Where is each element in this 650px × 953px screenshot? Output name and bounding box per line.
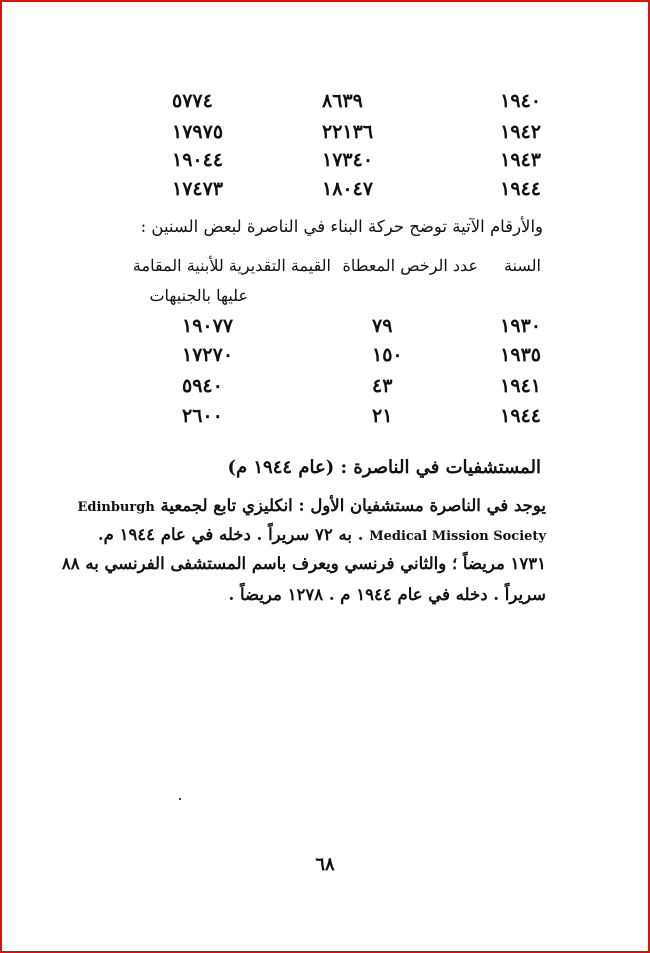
page-number: ٦٨ — [315, 854, 335, 875]
paragraph-text: . به ٧٢ سريراً . دخله في عام ١٩٤٤ م. — [97, 525, 364, 544]
latin-term: Medical Mission Society — [369, 529, 546, 544]
paragraph-text: يوجد في الناصرة مستشفيان الأول : انكليزي تابع لجمعية — [160, 496, 546, 515]
table-row — [2, 344, 648, 372]
header-year: السنة — [504, 256, 541, 275]
table-row — [2, 405, 648, 433]
value-cell: ٢٢١٣٦ — [322, 121, 374, 143]
year-cell: ١٩٤١ — [500, 375, 541, 397]
table-row — [2, 375, 648, 403]
value-cell: ٨٦٣٩ — [322, 90, 363, 112]
paragraph-line — [97, 525, 546, 544]
year-cell: ١٩٤٢ — [500, 121, 541, 143]
paragraph-line — [77, 496, 546, 515]
year-cell: ١٩٤٤ — [500, 405, 541, 427]
value-cell: ٢٦٠٠ — [182, 405, 223, 427]
paragraph-line: ١٧٣١ مريضاً ؛ والثاني فرنسي ويعرف باسم المستشفى الفرنسي به ٨٨ — [61, 554, 546, 573]
value-cell: ١٧٩٧٥ — [172, 121, 224, 143]
table-row — [2, 149, 648, 177]
value-cell: ١٩٠٧٧ — [182, 315, 234, 337]
table-row — [2, 315, 648, 343]
value-cell: ١٧٢٧٠ — [182, 344, 234, 366]
paragraph-line: سريراً . دخله في عام ١٩٤٤ م . ١٢٧٨ مريضاً . — [228, 585, 546, 604]
year-cell: ١٩٤٠ — [500, 90, 541, 112]
licenses-cell: ٢١ — [372, 405, 393, 427]
licenses-cell: ١٥٠ — [372, 344, 403, 366]
value-cell: ٥٩٤٠ — [182, 375, 223, 397]
value-cell: ٥٧٧٤ — [172, 90, 213, 112]
header-licenses: عدد الرخص المعطاة — [342, 256, 478, 275]
value-cell: ١٩٠٤٤ — [172, 149, 224, 171]
year-cell: ١٩٤٤ — [500, 178, 541, 200]
year-cell: ١٩٣٠ — [500, 315, 541, 337]
year-cell: ١٩٤٣ — [500, 149, 541, 171]
value-cell: ١٧٣٤٠ — [322, 149, 374, 171]
licenses-cell: ٧٩ — [372, 315, 393, 337]
stray-mark — [179, 798, 181, 800]
header-value-unit: عليها بالجنيهات — [149, 286, 248, 305]
year-cell: ١٩٣٥ — [500, 344, 541, 366]
latin-term: Edinburgh — [77, 500, 155, 515]
intro-text: والأرقام الآتية توضح حركة البناء في الناصرة لبعض السنين : — [140, 217, 543, 236]
table-row — [2, 90, 648, 118]
header-value: القيمة التقديرية للأبنية المقامة — [132, 256, 331, 275]
licenses-cell: ٤٣ — [372, 375, 393, 397]
table-row — [2, 178, 648, 206]
table-row — [2, 121, 648, 149]
value-cell: ١٧٤٧٣ — [172, 178, 224, 200]
value-cell: ١٨٠٤٧ — [322, 178, 374, 200]
section-heading: المستشفيات في الناصرة : (عام ١٩٤٤ م) — [227, 457, 541, 478]
